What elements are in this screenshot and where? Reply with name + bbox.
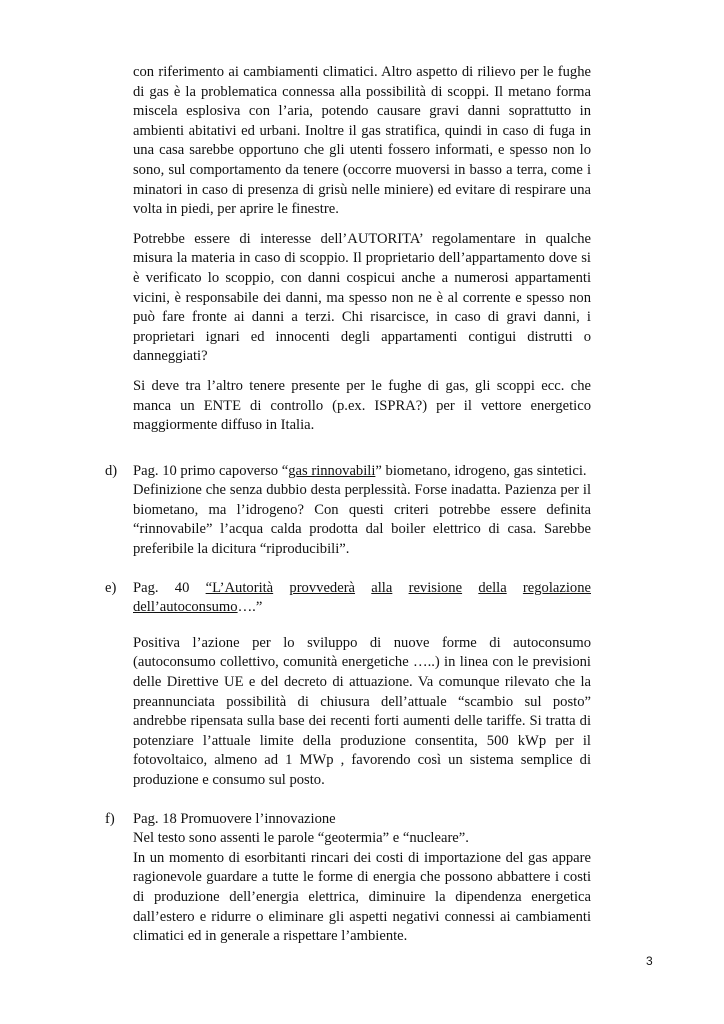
item-d-body: Definizione che senza dubbio desta perplessità. Forse inadatta. Pazienza per il biometano, ma l’idrogeno? Con questi criteri potrebbe essere definita “rinnovabile” l’acqua calda prodotta dal boiler elettrico di casa. Sarebbe preferibile la dicitura “riproducibili”. [133, 482, 591, 558]
item-f-line2: Nel testo sono assenti le parole “geotermia” e “nucleare”. [133, 830, 469, 847]
list-item-f [105, 810, 591, 947]
list-marker-f: f) [105, 810, 115, 827]
list-item-e [105, 579, 591, 791]
item-e-heading: Pag. 40 “L’Autorità provvederà alla revisione della regolazione [133, 579, 591, 596]
paragraph-gas-explosion: con riferimento ai cambiamenti climatici. Altro aspetto di rilievo per le fughe di gas è la problematica connessa alla possibilità di scoppi. Il metano forma miscela esplosiva con l’aria, potendo causare gravi danni soprattutto in ambienti abitativi ed urbani. Inoltre il gas stratifica, quindi in caso di fuga in una casa sarebbe opportuno che gli utenti fossero informati, e spesso non lo sono, sul comportamento da tenere (occorre muoversi in basso a terra, come i minatori in caso di presenza di grisù nelle miniere) ed evitare di respirare una volta in piedi, per aprire le finestre. [133, 64, 591, 218]
item-f-body: In un momento di esorbitanti rincari dei costi di importazione del gas appare ragionevole guardare a tutte le forme di energia che possono abbattere i costi di produzione dell’energia elettrica, diminuire la dipendenza energetica dall’estero e ridurre o eliminare gli aspetti negativi connessi ai cambiamenti climatici ed in generale a rispettare l’ambiente. [133, 849, 591, 945]
list-marker-d: d) [105, 462, 118, 479]
underlined-term: gas rinnovabili [288, 462, 376, 479]
document-body [105, 63, 591, 947]
item-e-body: Positiva l’azione per lo sviluppo di nuove forme di autoconsumo (autoconsumo collettivo, comunità energetiche …..) in linea con le previsioni delle Direttive UE e del decreto di attuazione. Va comunque rilevato che la preannunciata possibilità di chiusura dell’attuale “scambio sul posto” andrebbe ripensata sulla base dei recenti forti aumenti delle tariffe. Si tratta di potenziare l’attuale limite della produzione consentita, 500 kWp per il fotovoltaico, almeno ad 1 MWp , favorendo così un sistema semplice di produzione e consumo sul posto. [133, 634, 591, 788]
item-d-heading: Pag. 10 primo capoverso “gas rinnovabili” biometano, idrogeno, gas sintetici. [133, 462, 587, 479]
item-f-heading: Pag. 18 Promuovere l’innovazione [133, 810, 336, 827]
item-e-heading-line2: dell’autoconsumo….” [133, 599, 263, 616]
paragraph-authority-regulation: Potrebbe essere di interesse dell’AUTORITA’ regolamentare in qualche misura la materia in caso di scoppio. Il proprietario dell’appartamento dove si è verificato lo scoppio, con danni cospicui anche a numerosi appartamenti vicini, è responsabile dei danni, ma spesso non ne è al corrente e spesso non può fare fronte ai danni a terzi. Chi risarcisce, in caso di gravi danni, i proprietari ignari ed innocenti degli appartamenti contigui distrutti o danneggiati? [133, 230, 591, 365]
page-number: 3 [646, 954, 653, 968]
underlined-term: dell’autoconsumo [133, 599, 238, 616]
list-item-d [105, 462, 591, 560]
paragraph-control-body: Si deve tra l’altro tenere presente per le fughe di gas, gli scoppi ecc. che manca un ENTE di controllo (p.ex. ISPRA?) per il vettore energetico maggiormente diffuso in Italia. [133, 377, 591, 434]
list-marker-e: e) [105, 579, 117, 596]
